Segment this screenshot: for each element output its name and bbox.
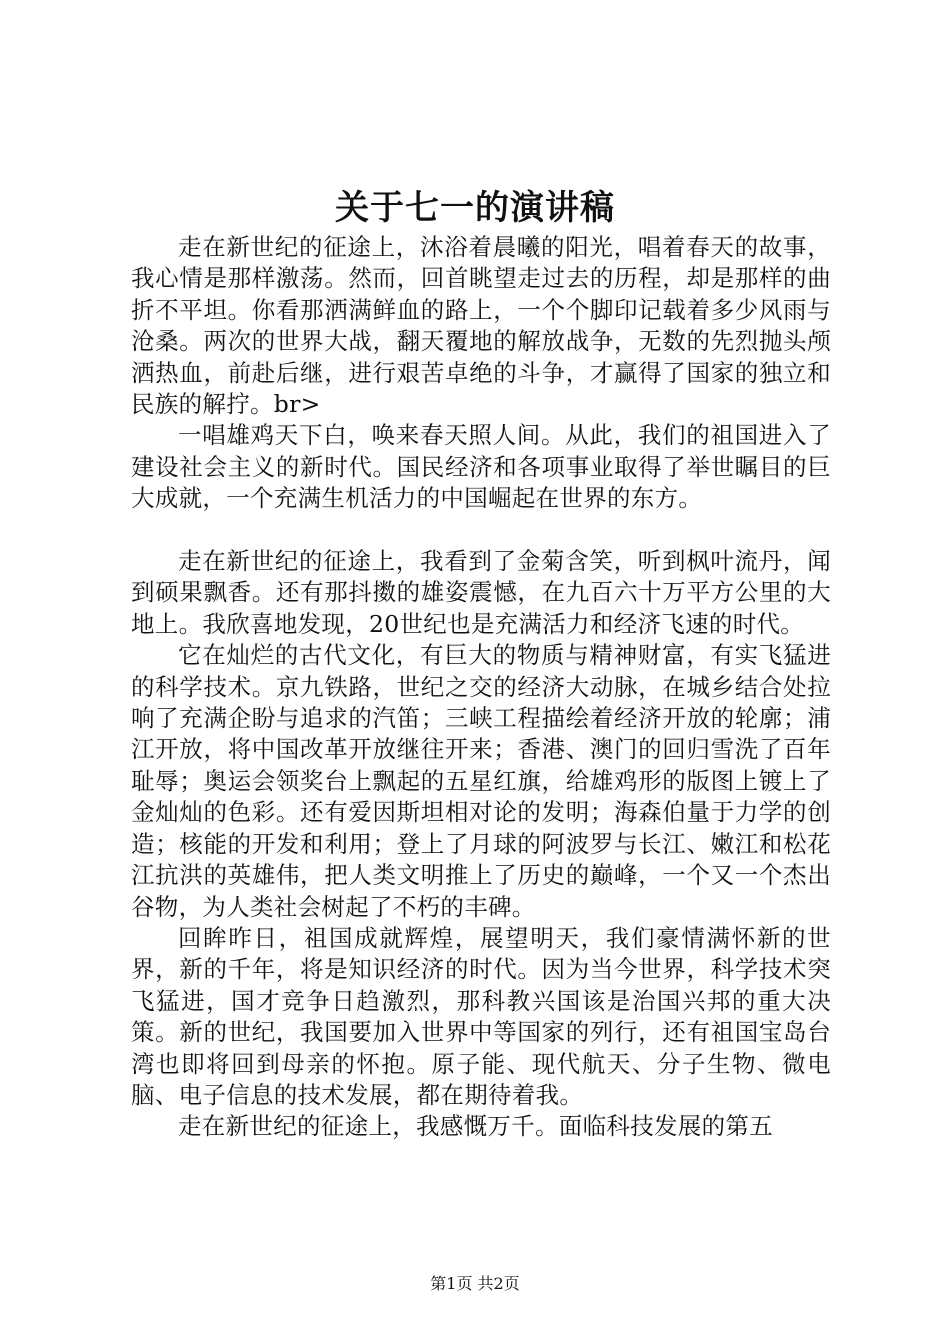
document-body [131,232,831,1143]
document-title: 关于七一的演讲稿 [335,188,615,228]
blank-line [131,515,831,546]
paragraph-6: 走在新世纪的征途上，我感慨万千。面临科技发展的第五 [178,1112,773,1141]
paragraph-2: 一唱雄鸡天下白，唤来春天照人间。从此，我们的祖国进入了建设社会主义的新时代。国民经济和各项事业取得了举世瞩目的巨大成就，一个充满生机活力的中国崛起在世界的东方。 [131,421,831,513]
paragraph-4: 它在灿烂的古代文化，有巨大的物质与精神财富，有实飞猛进的科学技术。京九铁路，世纪之交的经济大动脉，在城乡结合处拉响了充满企盼与追求的汽笛；三峡工程描绘着经济开放的轮廓；浦江开放，将中国改革开放继往开来；香港、澳门的回归雪洗了百年耻辱；奥运会领奖台上飘起的五星红旗，给雄鸡形的版图上镀上了金灿灿的色彩。还有爱因斯坦相对论的发明；海森伯量于力学的创造；核能的开发和利用；登上了月球的阿波罗与长江、嫩江和松花江抗洪的英雄伟，把人类文明推上了历史的巅峰，一个又一个杰出谷物，为人类社会树起了不朽的丰碑。 [131,641,831,921]
paragraph-1: 走在新世纪的征途上，沐浴着晨曦的阳光，唱着春天的故事，我心情是那样激荡。然而，回首眺望走过去的历程，却是那样的曲折不平坦。你看那洒满鲜血的路上，一个个脚印记载着多少风雨与沧桑。两次的世界大战，翻天覆地的解放战争，无数的先烈抛头颅洒热血，前赴后继，进行艰苦卓绝的斗争，才赢得了国家的独立和民族的解拧。br> [131,233,831,419]
page-number-footer: 第1页 共2页 [430,1274,520,1293]
paragraph-3: 走在新世纪的征途上，我看到了金菊含笑，听到枫叶流丹，闻到硕果飘香。还有那抖擞的雄姿震憾，在九百六十万平方公里的大地上。我欣喜地发现，20世纪也是充满活力和经济飞速的时代。 [131,547,831,638]
paragraph-5: 回眸昨日，祖国成就辉煌，展望明天，我们豪情满怀新的世界，新的千年，将是知识经济的时代。因为当今世界，科学技术突飞猛进，国才竞争日趋激烈，那科教兴国该是治国兴邦的重大决策。新的世纪，我国要加入世界中等国家的列行，还有祖国宝岛台湾也即将回到母亲的怀抱。原子能、现代航天、分子生物、微电脑、电子信息的技术发展，都在期待着我。 [131,923,831,1109]
